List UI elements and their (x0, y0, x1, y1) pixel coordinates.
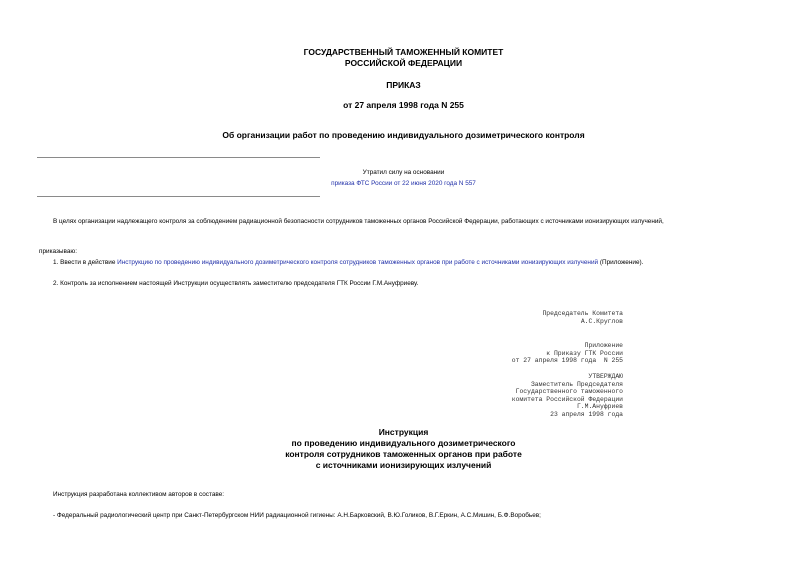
doc-date: от 27 апреля 1998 года N 255 (343, 100, 464, 110)
instruction-title-1: Инструкция (378, 427, 429, 437)
approval-line2: Заместитель Председателя (530, 380, 623, 388)
approval-line3: Государственного таможенного (515, 388, 623, 396)
authors-intro: Инструкция разработана коллективом авторов в составе: (53, 491, 225, 498)
signature-line2: А.С.Круглов (580, 317, 623, 325)
instruction-title-3: контроля сотрудников таможенных органов при работе (285, 449, 522, 459)
intro-paragraph: В целях организации надлежащего контроля за соблюдением радиационной безопасности сотрудников таможенных органов Российской Федерации, работающих с источниками ионизирующих излучений, (53, 218, 664, 225)
author-1: - Федеральный радиологический центр при Санкт-Петербургском НИИ радиационной гигиены: А.Н.Барковский, В.Ю.Голиков, В.Г.Еркин, А.С.Мишин, Б.Ф.Воробьев; (53, 512, 541, 519)
item-2: 2. Контроль за исполнением настоящей Инструкции осуществлять заместителю председателя ГТК России Г.М.Ануфриеву. (53, 280, 419, 287)
org-name-line1: ГОСУДАРСТВЕННЫЙ ТАМОЖЕННЫЙ КОМИТЕТ (303, 47, 504, 57)
appendix-line1: Приложение (584, 342, 623, 349)
item-1-suffix: (Приложение). (598, 259, 644, 266)
order-word: приказываю: (39, 248, 77, 255)
doc-title: Об организации работ по проведению индивидуального дозиметрического контроля (222, 130, 585, 140)
instruction-link[interactable]: Инструкцию по проведению индивидуального дозиметрического контроля сотрудников таможенных органов при работе с источниками ионизирующих излучений (117, 259, 599, 266)
divider-top (37, 157, 320, 158)
divider-bottom (37, 196, 320, 197)
instruction-title-2: по проведению индивидуального дозиметрического (291, 438, 516, 448)
appendix-block (512, 342, 623, 365)
status-repeal-link[interactable]: приказа ФТС России от 22 июня 2020 года N 557 (331, 180, 476, 187)
approval-line4: комитета Российской Федерации (511, 395, 623, 403)
approval-line1: УТВЕРЖДАЮ (588, 373, 623, 380)
approval-block (512, 373, 623, 419)
instruction-title-4: с источниками ионизирующих излучений (315, 460, 492, 470)
appendix-line3: от 27 апреля 1998 года N 255 (511, 357, 623, 365)
item-1 (53, 259, 643, 267)
status-lost-force: Утратил силу на основании (362, 169, 445, 176)
approval-line6: 23 апреля 1998 года (550, 410, 623, 418)
appendix-line2: к Приказу ГТК России (546, 349, 623, 357)
org-name-line2: РОССИЙСКОЙ ФЕДЕРАЦИИ (344, 58, 463, 68)
item-1-prefix: 1. Ввести в действие (53, 259, 118, 266)
signature-block (542, 310, 623, 325)
approval-line5: Г.М.Ануфриев (576, 403, 623, 411)
doc-type: ПРИКАЗ (386, 80, 421, 90)
signature-line1: Председатель Комитета (542, 310, 623, 317)
